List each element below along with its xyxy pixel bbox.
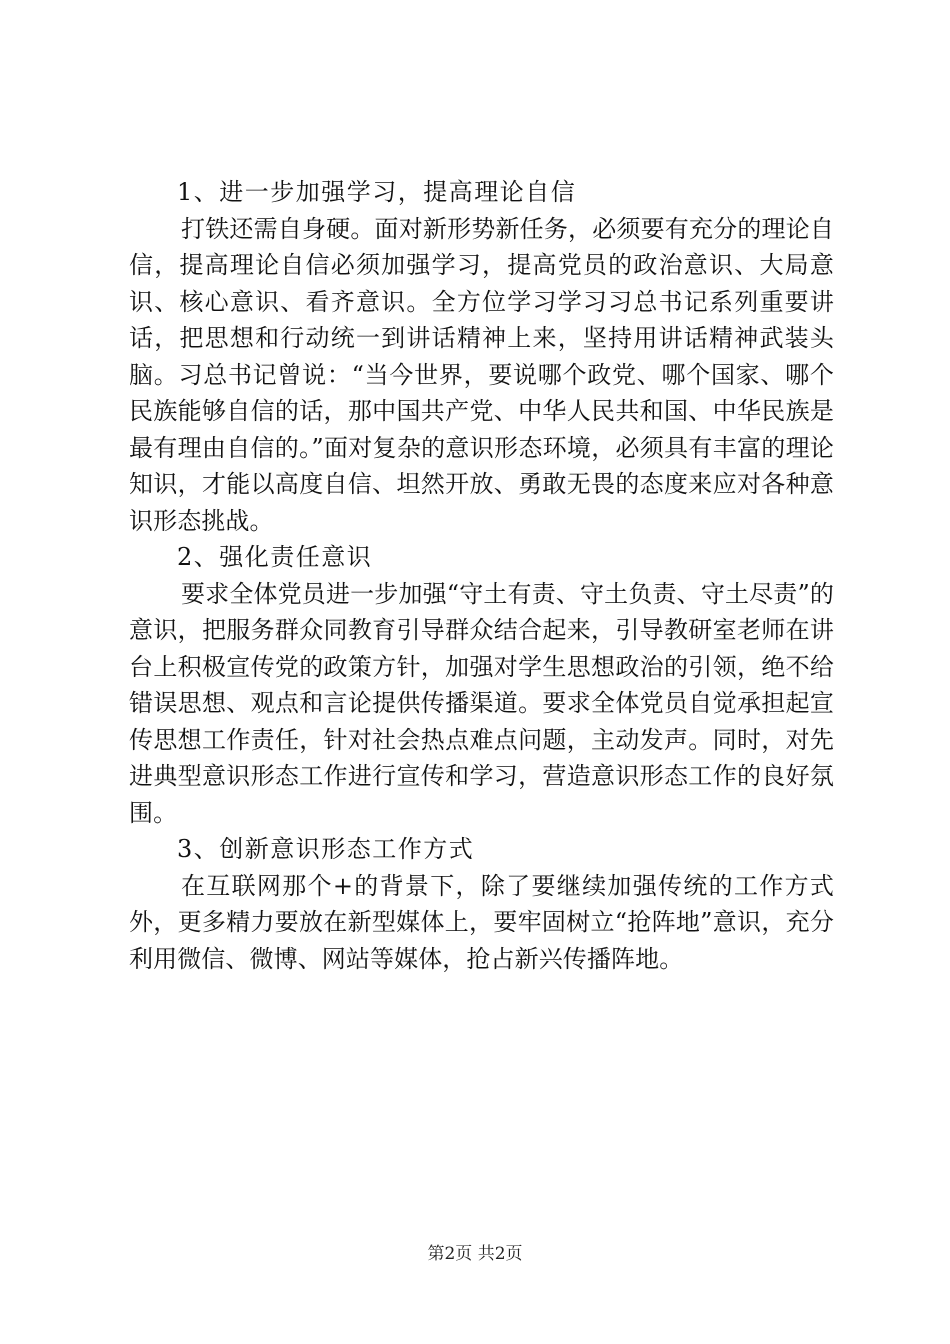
section-body-1: 打铁还需自身硬。面对新形势新任务，必须要有充分的理论自信，提高理论自信必须加强学习，提高党员的政治意识、大局意识、核心意识、看齐意识。全方位学习学习习总书记系列重要讲话，把思想和行动统一到讲话精神上来，坚持用讲话精神武装头脑。习总书记曾说：“当今世界，要说哪个政党、哪个国家、哪个民族能够自信的话，那中国共产党、中华人民共和国、中华民族是最有理由自信的。”面对复杂的意识形态环境，必须具有丰富的理论知识，才能以高度自信、坦然开放、勇敢无畏的态度来应对各种意识形态挑战。	[129, 214, 834, 535]
section-body-3: 在互联网那个+的背景下，除了要继续加强传统的工作方式外，更多精力要放在新型媒体上，要牢固树立“抢阵地”意识，充分利用微信、微博、网站等媒体，抢占新兴传播阵地。	[129, 871, 834, 973]
section-heading-1: 1、进一步加强学习，提高理论自信	[177, 178, 577, 206]
section-body-2: 要求全体党员进一步加强“守土有责、守土负责、守土尽责”的意识，把服务群众同教育引导群众结合起来，引导教研室老师在讲台上积极宣传党的政策方针，加强对学生思想政治的引领，绝不给错误思想、观点和言论提供传播渠道。要求全体党员自觉承担起宣传思想工作责任，针对社会热点难点问题，主动发声。同时，对先进典型意识形态工作进行宣传和学习，营造意识形态工作的良好氛围。	[129, 579, 834, 827]
section-heading-2: 2、强化责任意识	[177, 543, 373, 571]
document-body	[129, 174, 834, 977]
page-number-footer: 第2页 共2页	[427, 1244, 523, 1264]
section-heading-3: 3、创新意识形态工作方式	[177, 835, 475, 863]
